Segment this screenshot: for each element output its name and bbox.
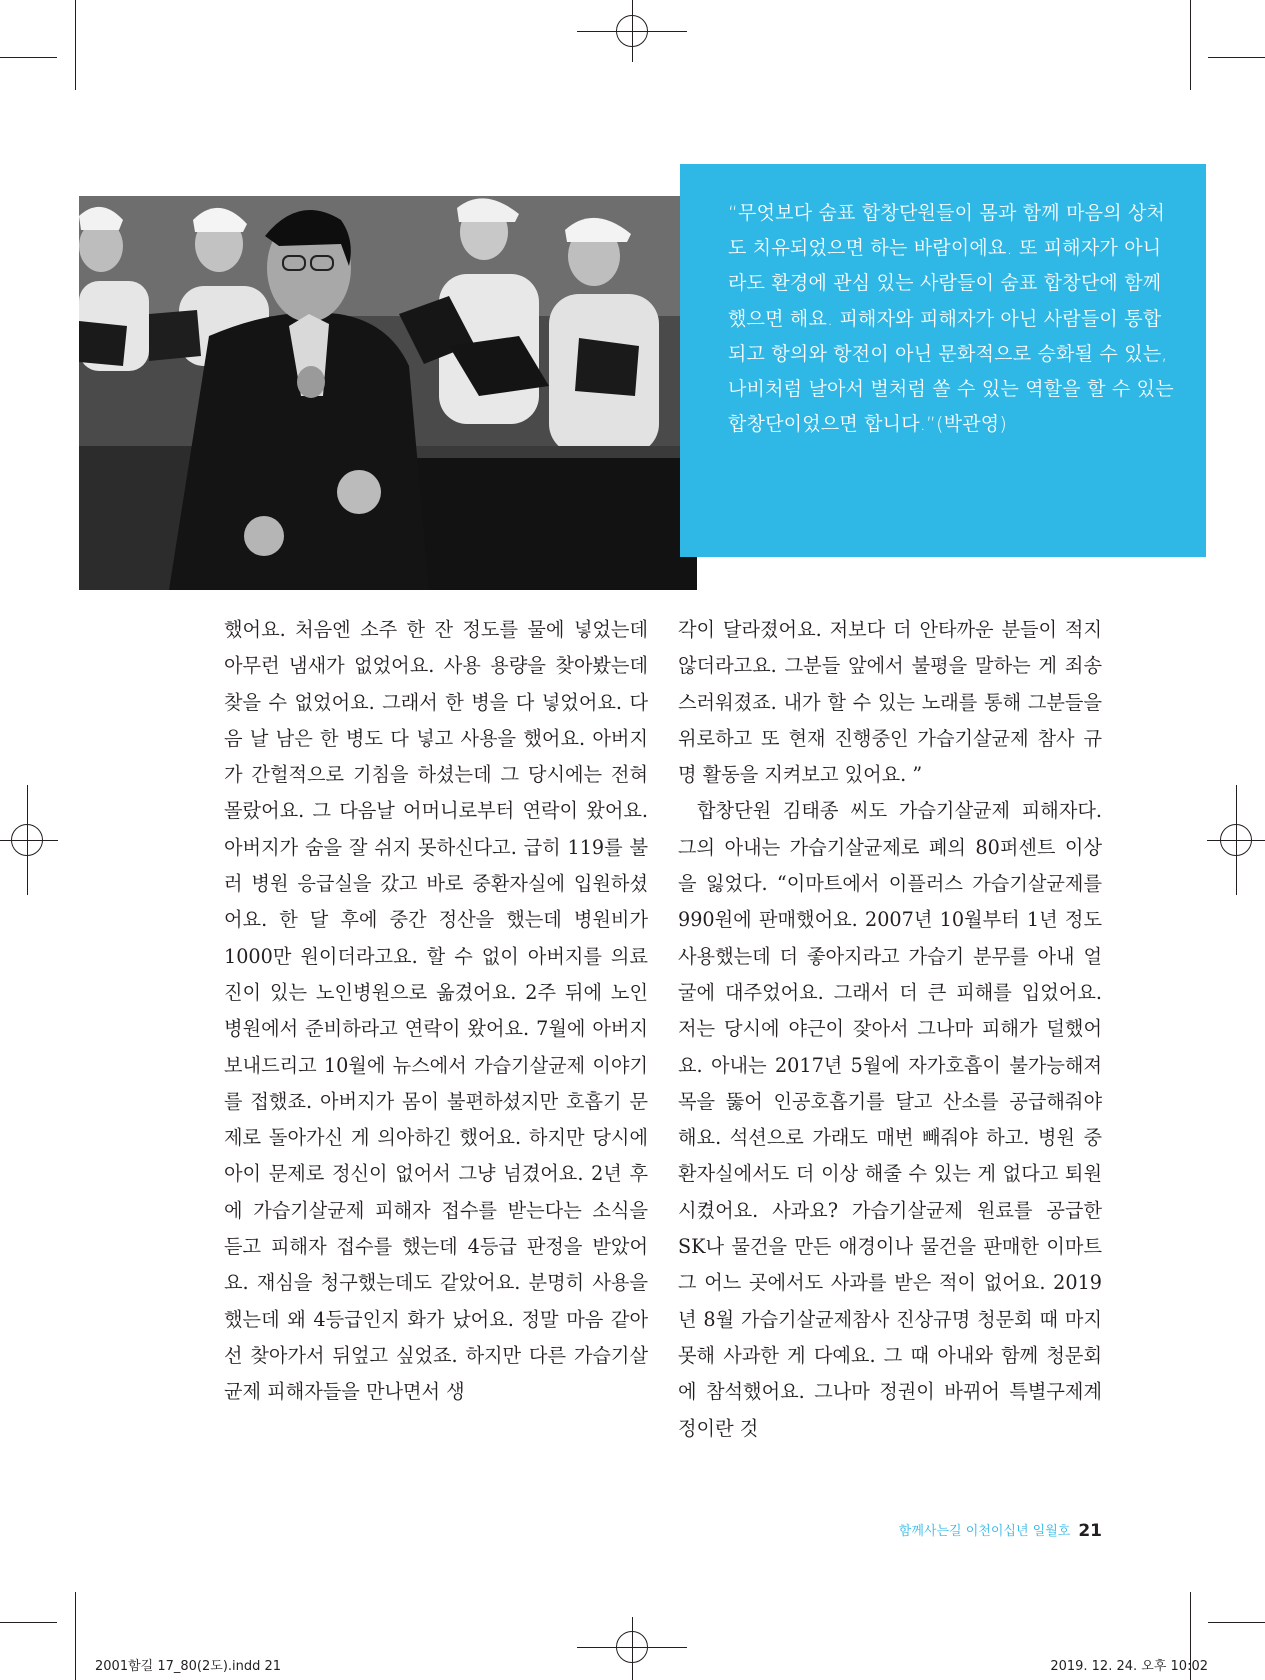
choir-photo-illustration (79, 196, 697, 590)
crop-mark (1190, 0, 1191, 90)
page-folio (899, 1520, 1102, 1541)
print-slug-file: 2001함길 17_80(2도).indd 21 (95, 1659, 282, 1674)
crop-mark (1208, 57, 1265, 58)
crop-mark (75, 0, 76, 90)
choir-photo (79, 196, 697, 590)
body-paragraph: 합창단원 김태종 씨도 가습기살균제 피해자다. 그의 아내는 가습기살균제로 폐의 80퍼센트 이상을 잃었다. “이마트에서 이플러스 가습기살균제를 990원에 판매했어요. 2007년 10월부터 1년 정도 사용했는데 더 좋아지라고 가습기 분무를 아내 얼굴에 대주었어요. 그래서 더 큰 피해를 입었어요. 저는 당시에 야근이 잦아서 그나마 피해가 덜했어요. 아내는 2017년 5월에 자가호흡이 불가능해져 목을 뚫어 인공호흡기를 달고 산소를 공급해줘야 해요. 석션으로 가래도 매번 빼줘야 하고. 병원 중환자실에서도 더 이상 해줄 수 있는 게 없다고 퇴원시켰어요. 사과요? 가습기살균제 원료를 공급한 SK나 물건을 만든 애경이나 물건을 판매한 이마트 그 어느 곳에서도 사과를 받은 적이 없어요. 2019년 8월 가습기살균제참사 진상규명 청문회 때 마지못해 사과한 게 다예요. 그 때 아내와 함께 청문회에 참석했어요. 그나마 정권이 바뀌어 특별구제계정이란 것 (678, 799, 1102, 1440)
pull-quote-box (680, 164, 1206, 557)
crop-mark (1208, 1622, 1265, 1623)
running-title: 함께사는길 이천이십년 일월호 (898, 1524, 1071, 1539)
body-column-right (678, 612, 1102, 1447)
registration-mark (616, 15, 648, 47)
registration-mark (1220, 824, 1252, 856)
crop-mark (75, 1592, 76, 1680)
pull-quote-text: “무엇보다 숨표 합창단원들이 몸과 함께 마음의 상처도 치유되었으면 하는 바람이에요. 또 피해자가 아니라도 환경에 관심 있는 사람들이 숨표 합창단에 함께 했으면 해요. 피해자와 피해자가 아닌 사람들이 통합되고 항의와 항전이 아닌 문화적으로 승화될 수 있는, 나비처럼 날아서 벌처럼 쏠 수 있는 역할을 할 수 있는 합창단이었으면 합니다.”(박관영) (728, 202, 1174, 436)
body-paragraph: 했어요. 처음엔 소주 한 잔 정도를 물에 넣었는데 아무런 냄새가 없었어요. 사용 용량을 찾아봤는데 찾을 수 없었어요. 그래서 한 병을 다 넣었어요. 다음 날 남은 한 병도 다 넣고 사용을 했어요. 아버지가 간헐적으로 기침을 하셨는데 그 당시에는 전혀 몰랐어요. 그 다음날 어머니로부터 연락이 왔어요. 아버지가 숨을 잘 쉬지 못하신다고. 급히 119를 불러 병원 응급실을 갔고 바로 중환자실에 입원하셨어요. 한 달 후에 중간 정산을 했는데 병원비가 1000만 원이더라고요. 할 수 없이 아버지를 의료진이 있는 노인병원으로 옮겼어요. 2주 뒤에 노인병원에서 준비하라고 연락이 왔어요. 7월에 아버지 보내드리고 10월에 뉴스에서 가습기살균제 이야기를 접했죠. 아버지가 몸이 불편하셨지만 호흡기 문제로 돌아가신 게 의아하긴 했어요. 하지만 당시에 아이 문제로 정신이 없어서 그냥 넘겼어요. 2년 후에 가습기살균제 피해자 접수를 받는다는 소식을 듣고 피해자 접수를 했는데 4등급 판정을 받았어요. 재심을 청구했는데도 같았어요. 분명히 사용을 했는데 왜 4등급인지 화가 났어요. 정말 마음 같아선 찾아가서 뒤엎고 싶었죠. 하지만 다른 가습기살균제 피해자들을 만나면서 생 (224, 618, 648, 1404)
crop-mark (0, 1622, 57, 1623)
crop-mark (0, 57, 57, 58)
registration-mark (616, 1631, 648, 1663)
print-slug-date: 2019. 12. 24. 오후 10:02 (1050, 1659, 1208, 1674)
page-number: 21 (1078, 1521, 1102, 1541)
registration-mark (11, 824, 43, 856)
body-paragraph: 각이 달라졌어요. 저보다 더 안타까운 분들이 적지 않더라고요. 그분들 앞에서 불평을 말하는 게 죄송스러워졌죠. 내가 할 수 있는 노래를 통해 그분들을 위로하고 또 현재 진행중인 가습기살균제 참사 규명 활동을 지켜보고 있어요. ” (678, 618, 1102, 787)
body-column-left (224, 612, 648, 1411)
